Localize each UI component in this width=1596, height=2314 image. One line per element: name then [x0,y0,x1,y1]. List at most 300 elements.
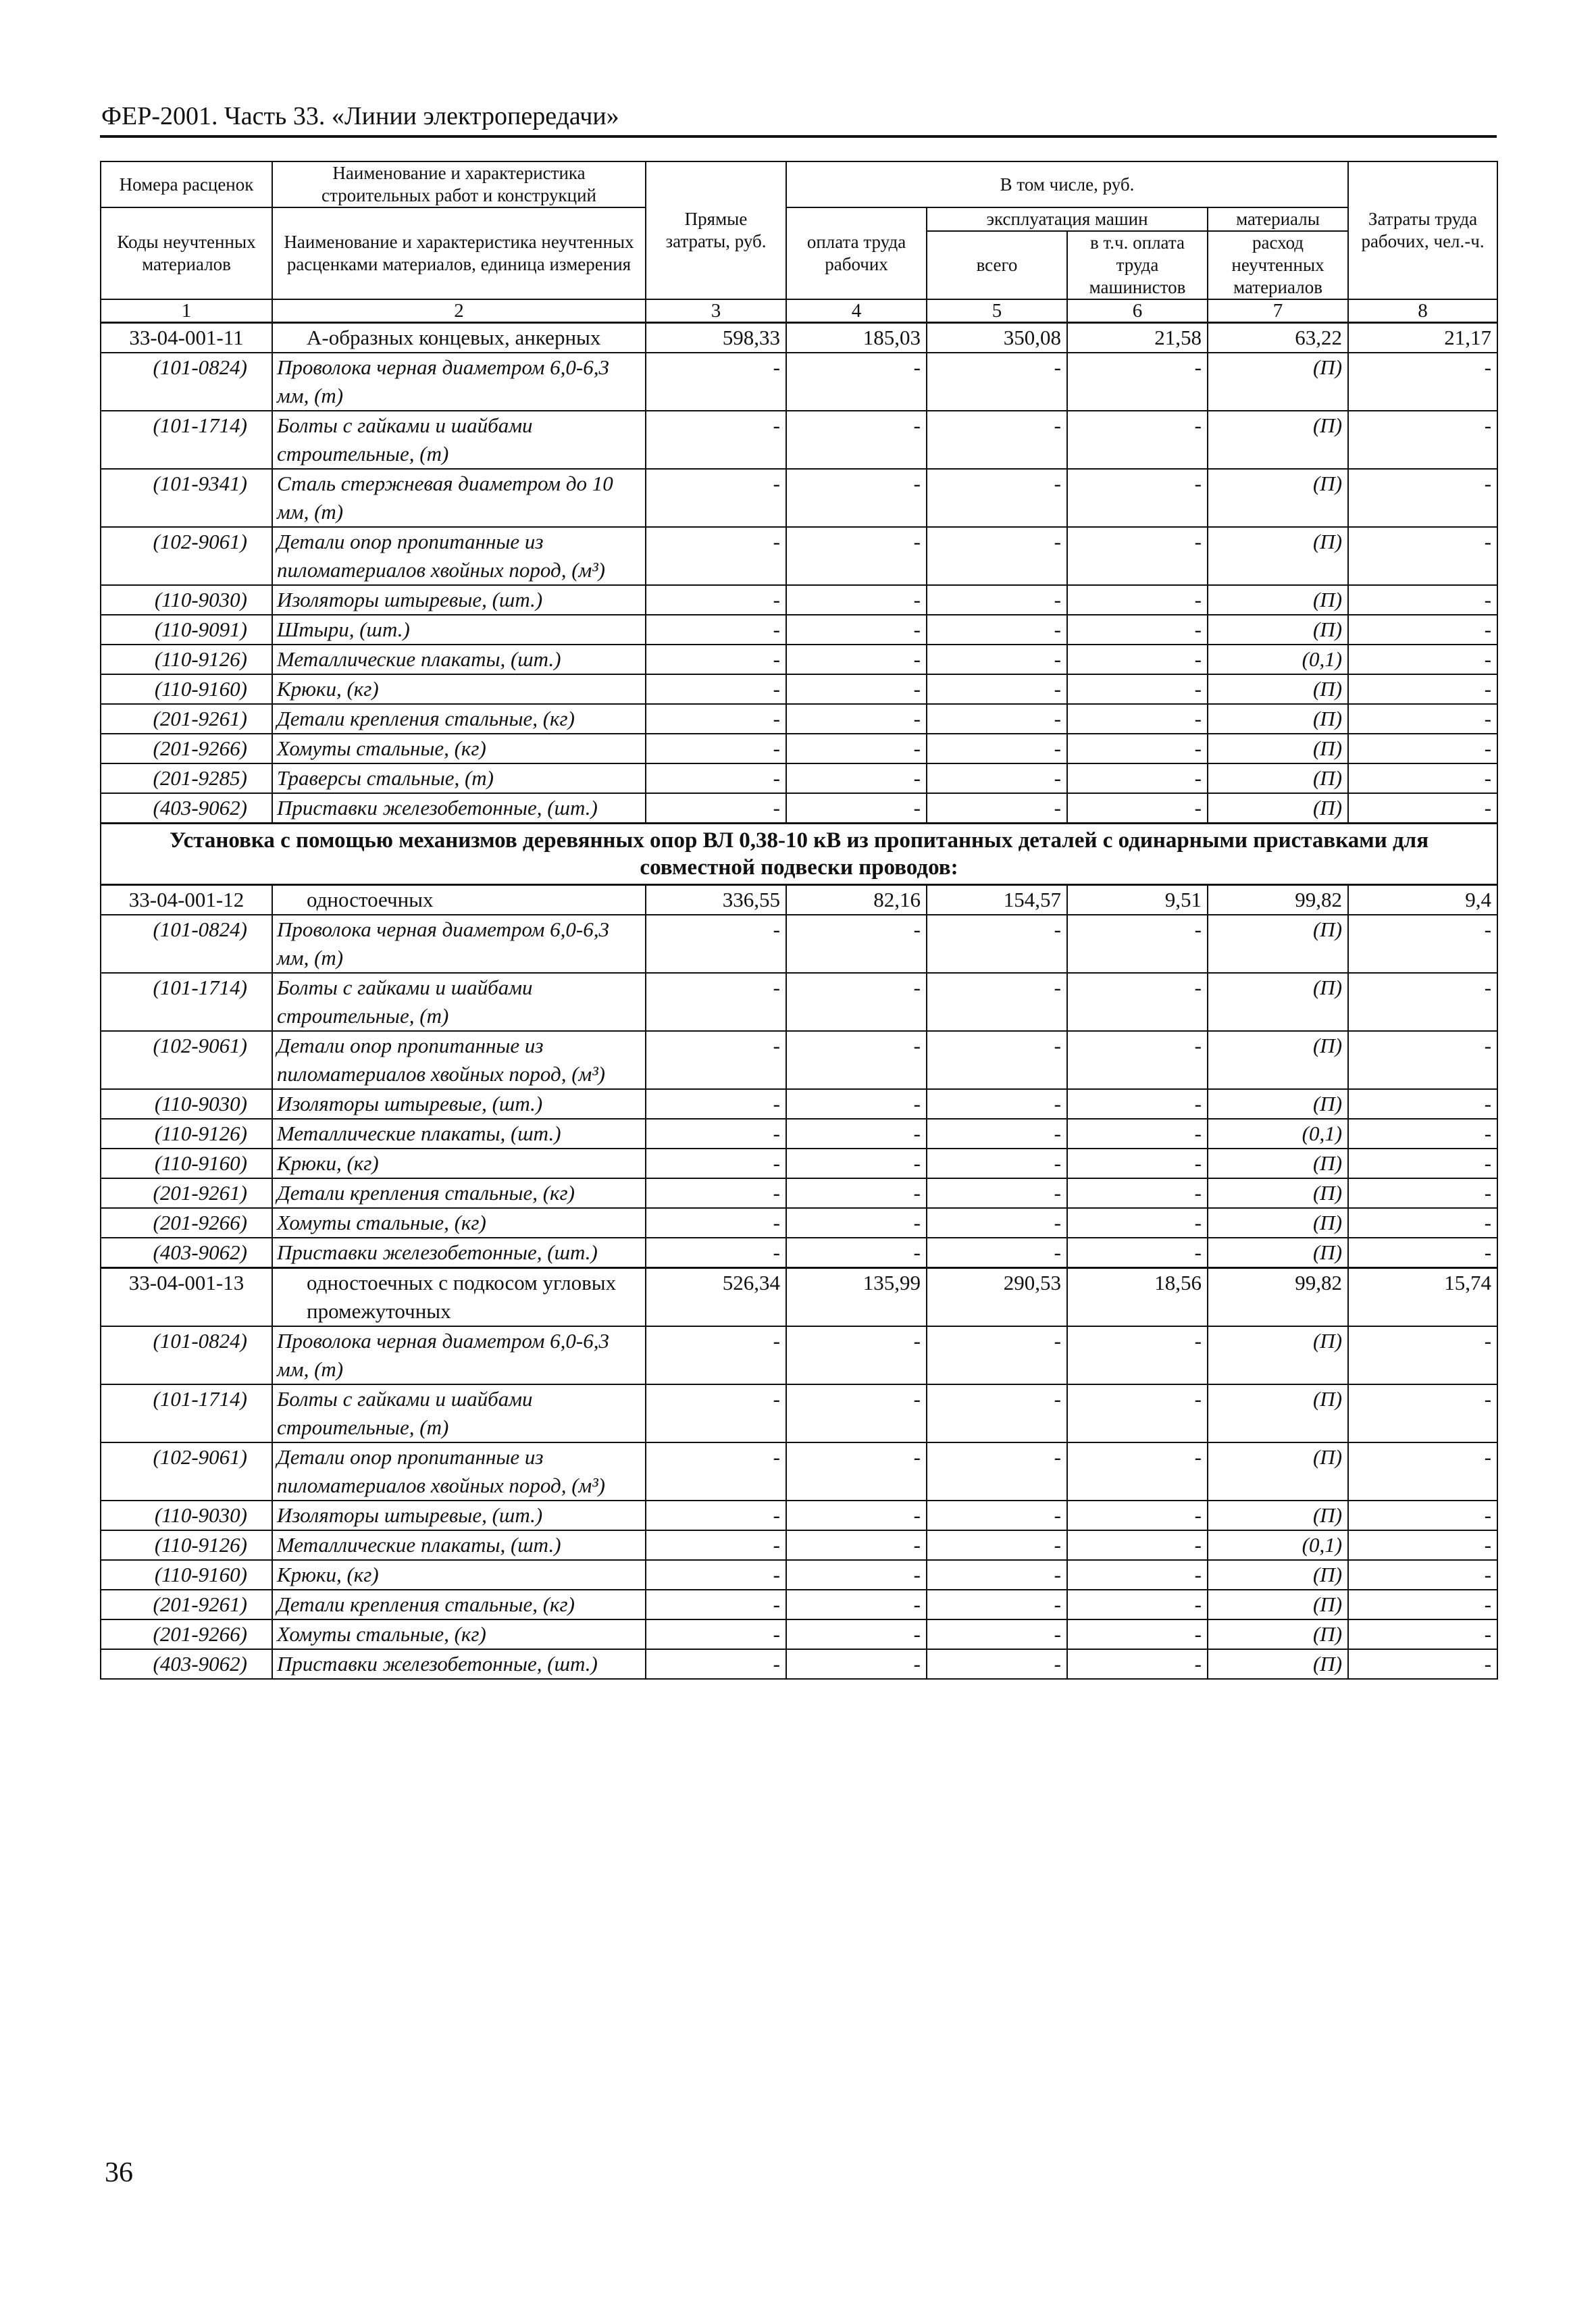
material-code: (110-9160) [101,1560,272,1590]
machines-total-dash: - [927,734,1067,763]
material-qty: (П) [1208,973,1348,1031]
material-code: (110-9126) [101,645,272,674]
rates-table [100,161,1498,1680]
material-row [101,527,1497,585]
material-row [101,1208,1497,1238]
machinist-pay: 21,58 [1067,323,1208,353]
worker-pay: 135,99 [786,1268,927,1327]
col-num: 4 [786,299,927,323]
machinist-pay-dash: - [1067,1384,1208,1442]
material-qty: (П) [1208,1501,1348,1530]
labor-hours-dash: - [1348,915,1497,973]
worker-pay-dash: - [786,1442,927,1501]
machines-total-dash: - [927,1590,1067,1619]
material-code: (101-9341) [101,469,272,527]
labor-hours-dash: - [1348,1530,1497,1560]
material-name: Крюки, (кг) [272,1149,646,1178]
material-qty: (П) [1208,1619,1348,1649]
rate-name: одностоечных с подкосом угловых промежуточных [272,1268,646,1327]
material-name: Металлические плакаты, (шт.) [272,645,646,674]
labor-hours-dash: - [1348,1619,1497,1649]
machinist-pay-dash: - [1067,585,1208,615]
machinist-pay-dash: - [1067,1649,1208,1679]
material-code: (101-1714) [101,973,272,1031]
worker-pay-dash: - [786,915,927,973]
machines-total-dash: - [927,1208,1067,1238]
th-machinist-pay: в т.ч. оплата труда машинистов [1067,231,1208,299]
material-qty: (П) [1208,1442,1348,1501]
material-qty: (П) [1208,1590,1348,1619]
machinist-pay-dash: - [1067,1326,1208,1384]
labor-hours-dash: - [1348,1384,1497,1442]
machinist-pay-dash: - [1067,1619,1208,1649]
direct-costs-dash: - [646,793,786,824]
material-code: (110-9030) [101,585,272,615]
th-labor-hours: Затраты труда рабочих, чел.-ч. [1348,161,1497,299]
th-worker-pay: оплата труда рабочих [786,207,927,299]
material-qty: (П) [1208,411,1348,469]
material-name: Траверсы стальные, (т) [272,763,646,793]
material-qty: (0,1) [1208,1119,1348,1149]
direct-costs-dash: - [646,1149,786,1178]
machines-total-dash: - [927,674,1067,704]
material-row [101,645,1497,674]
rate-name: одностоечных [272,885,646,915]
machines-total-dash: - [927,1089,1067,1119]
direct-costs-dash: - [646,1089,786,1119]
direct-costs-dash: - [646,1238,786,1268]
material-row [101,915,1497,973]
material-qty: (П) [1208,1208,1348,1238]
material-qty: (П) [1208,734,1348,763]
machinist-pay-dash: - [1067,763,1208,793]
material-code: (101-0824) [101,353,272,411]
rate-code: 33-04-001-13 [101,1268,272,1327]
worker-pay: 185,03 [786,323,927,353]
labor-hours-dash: - [1348,1442,1497,1501]
material-qty: (П) [1208,1238,1348,1268]
direct-costs-dash: - [646,585,786,615]
machines-total-dash: - [927,645,1067,674]
machinist-pay-dash: - [1067,793,1208,824]
labor-hours-dash: - [1348,1560,1497,1590]
machines-total-dash: - [927,793,1067,824]
machinist-pay-dash: - [1067,1590,1208,1619]
material-row [101,1530,1497,1560]
labor-hours-dash: - [1348,1501,1497,1530]
material-row [101,793,1497,824]
material-code: (101-1714) [101,1384,272,1442]
material-qty: (0,1) [1208,1530,1348,1560]
worker-pay-dash: - [786,469,927,527]
machines-total-dash: - [927,1619,1067,1649]
material-code: (403-9062) [101,1649,272,1679]
worker-pay-dash: - [786,973,927,1031]
th-material-consumption: расход неучтенных материалов [1208,231,1348,299]
worker-pay-dash: - [786,615,927,645]
machines-total-dash: - [927,585,1067,615]
material-row [101,1442,1497,1501]
direct-costs: 336,55 [646,885,786,915]
material-name: Болты с гайками и шайбами строительные, (т) [272,1384,646,1442]
direct-costs-dash: - [646,674,786,704]
col-num: 8 [1348,299,1497,323]
material-qty: (П) [1208,353,1348,411]
material-code: (101-1714) [101,411,272,469]
material-qty: (П) [1208,585,1348,615]
material-name: Хомуты стальные, (кг) [272,1208,646,1238]
material-qty: (П) [1208,1178,1348,1208]
machinist-pay-dash: - [1067,915,1208,973]
material-name: Металлические плакаты, (шт.) [272,1119,646,1149]
machines-total-dash: - [927,1560,1067,1590]
machines-total: 350,08 [927,323,1067,353]
material-name: Приставки железобетонные, (шт.) [272,793,646,824]
material-code: (201-9261) [101,1590,272,1619]
section-title-row [101,824,1497,885]
th-including-group: В том числе, руб. [786,161,1348,207]
labor-hours-dash: - [1348,1238,1497,1268]
material-row [101,1560,1497,1590]
material-code: (102-9061) [101,527,272,585]
labor-hours-dash: - [1348,973,1497,1031]
material-code: (110-9091) [101,615,272,645]
direct-costs-dash: - [646,1326,786,1384]
worker-pay-dash: - [786,585,927,615]
machinist-pay-dash: - [1067,704,1208,734]
material-name: Детали опор пропитанные из пиломатериалов хвойных пород, (м³) [272,527,646,585]
machinist-pay-dash: - [1067,353,1208,411]
rate-row [101,885,1497,915]
direct-costs-dash: - [646,1619,786,1649]
worker-pay-dash: - [786,1619,927,1649]
page-header: ФЕР-2001. Часть 33. «Линии электропередачи» [101,102,619,130]
worker-pay-dash: - [786,1649,927,1679]
material-qty: (П) [1208,704,1348,734]
material-code: (201-9261) [101,704,272,734]
material-qty: (П) [1208,1089,1348,1119]
material-code: (201-9261) [101,1178,272,1208]
material-qty: (П) [1208,1384,1348,1442]
machines-total: 290,53 [927,1268,1067,1327]
labor-hours-dash: - [1348,1208,1497,1238]
material-qty: (П) [1208,915,1348,973]
material-qty: (П) [1208,674,1348,704]
labor-hours-dash: - [1348,704,1497,734]
worker-pay-dash: - [786,1089,927,1119]
machines-total-dash: - [927,353,1067,411]
material-row [101,411,1497,469]
worker-pay-dash: - [786,1530,927,1560]
materials-cost: 99,82 [1208,1268,1348,1327]
machinist-pay-dash: - [1067,1149,1208,1178]
material-name: Металлические плакаты, (шт.) [272,1530,646,1560]
material-row [101,1089,1497,1119]
header-row-1 [101,161,1497,207]
worker-pay-dash: - [786,1238,927,1268]
worker-pay-dash: - [786,674,927,704]
machinist-pay-dash: - [1067,1089,1208,1119]
machinist-pay-dash: - [1067,615,1208,645]
th-materials: материалы [1208,207,1348,231]
table-body [101,161,1497,1679]
labor-hours-dash: - [1348,527,1497,585]
rate-code: 33-04-001-12 [101,885,272,915]
worker-pay: 82,16 [786,885,927,915]
labor-hours-dash: - [1348,1031,1497,1089]
worker-pay-dash: - [786,645,927,674]
machines-total-dash: - [927,1384,1067,1442]
material-code: (101-0824) [101,1326,272,1384]
material-code: (110-9126) [101,1119,272,1149]
material-qty: (П) [1208,763,1348,793]
material-code: (110-9160) [101,674,272,704]
direct-costs: 526,34 [646,1268,786,1327]
labor-hours-dash: - [1348,1178,1497,1208]
machines-total-dash: - [927,411,1067,469]
material-row [101,1119,1497,1149]
machinist-pay-dash: - [1067,1238,1208,1268]
worker-pay-dash: - [786,1501,927,1530]
labor-hours-dash: - [1348,411,1497,469]
material-row [101,674,1497,704]
labor-hours-dash: - [1348,585,1497,615]
direct-costs-dash: - [646,973,786,1031]
direct-costs-dash: - [646,1501,786,1530]
labor-hours-dash: - [1348,469,1497,527]
machinist-pay-dash: - [1067,674,1208,704]
material-code: (201-9266) [101,1208,272,1238]
machinist-pay-dash: - [1067,734,1208,763]
machines-total: 154,57 [927,885,1067,915]
direct-costs-dash: - [646,353,786,411]
th-material-codes: Коды неучтенных материалов [101,207,272,299]
labor-hours-dash: - [1348,1590,1497,1619]
material-row [101,734,1497,763]
labor-hours-dash: - [1348,1119,1497,1149]
machines-total-dash: - [927,1501,1067,1530]
direct-costs-dash: - [646,1208,786,1238]
machines-total-dash: - [927,1178,1067,1208]
material-name: Крюки, (кг) [272,674,646,704]
labor-hours-dash: - [1348,615,1497,645]
labor-hours-dash: - [1348,1649,1497,1679]
material-code: (101-0824) [101,915,272,973]
material-code: (110-9030) [101,1501,272,1530]
material-name: Болты с гайками и шайбами строительные, (т) [272,411,646,469]
machinist-pay: 18,56 [1067,1268,1208,1327]
machinist-pay-dash: - [1067,1560,1208,1590]
worker-pay-dash: - [786,1590,927,1619]
labor-hours-dash: - [1348,645,1497,674]
worker-pay-dash: - [786,704,927,734]
material-qty: (П) [1208,1149,1348,1178]
machinist-pay-dash: - [1067,1031,1208,1089]
col-num: 7 [1208,299,1348,323]
material-code: (201-9266) [101,734,272,763]
worker-pay-dash: - [786,763,927,793]
materials-cost: 63,22 [1208,323,1348,353]
page-number: 36 [105,2157,133,2188]
material-row [101,1149,1497,1178]
labor-hours-dash: - [1348,674,1497,704]
machinist-pay-dash: - [1067,1178,1208,1208]
labor-hours-dash: - [1348,793,1497,824]
machines-total-dash: - [927,469,1067,527]
header-row-2 [101,207,1497,231]
worker-pay-dash: - [786,1326,927,1384]
worker-pay-dash: - [786,1208,927,1238]
rate-row [101,1268,1497,1327]
direct-costs-dash: - [646,645,786,674]
direct-costs-dash: - [646,763,786,793]
direct-costs-dash: - [646,734,786,763]
section-title: Установка с помощью механизмов деревянных опор ВЛ 0,38-10 кВ из пропитанных деталей с одинарными приставками для совместной подвески проводов: [101,824,1497,885]
direct-costs-dash: - [646,527,786,585]
labor-hours-dash: - [1348,1089,1497,1119]
worker-pay-dash: - [786,1178,927,1208]
machines-total-dash: - [927,915,1067,973]
worker-pay-dash: - [786,1560,927,1590]
col-num: 1 [101,299,272,323]
material-row [101,1501,1497,1530]
material-code: (110-9030) [101,1089,272,1119]
worker-pay-dash: - [786,1149,927,1178]
rate-name: А-образных концевых, анкерных [272,323,646,353]
material-qty: (П) [1208,793,1348,824]
machines-total-dash: - [927,704,1067,734]
machinist-pay-dash: - [1067,1208,1208,1238]
material-qty: (П) [1208,1031,1348,1089]
material-name: Детали крепления стальные, (кг) [272,1590,646,1619]
rate-row [101,323,1497,353]
material-row [101,353,1497,411]
machinist-pay-dash: - [1067,645,1208,674]
col-num: 3 [646,299,786,323]
material-name: Детали опор пропитанные из пиломатериалов хвойных пород, (м³) [272,1442,646,1501]
material-code: (110-9160) [101,1149,272,1178]
machinist-pay-dash: - [1067,527,1208,585]
machines-total-dash: - [927,1119,1067,1149]
material-name: Детали опор пропитанные из пиломатериалов хвойных пород, (м³) [272,1031,646,1089]
labor-hours: 9,4 [1348,885,1497,915]
header-rule [100,135,1497,138]
machines-total-dash: - [927,973,1067,1031]
machines-total-dash: - [927,1442,1067,1501]
material-qty: (П) [1208,469,1348,527]
th-work-name: Наименование и характеристика строительных работ и конструкций [272,161,646,207]
direct-costs-dash: - [646,1530,786,1560]
machinist-pay-dash: - [1067,973,1208,1031]
material-name: Сталь стержневая диаметром до 10 мм, (т) [272,469,646,527]
material-row [101,1238,1497,1268]
th-machines-total: всего [927,231,1067,299]
material-code: (403-9062) [101,1238,272,1268]
direct-costs-dash: - [646,615,786,645]
material-name: Крюки, (кг) [272,1560,646,1590]
direct-costs-dash: - [646,1031,786,1089]
labor-hours-dash: - [1348,763,1497,793]
direct-costs-dash: - [646,1384,786,1442]
material-name: Штыри, (шт.) [272,615,646,645]
material-row [101,763,1497,793]
material-name: Проволока черная диаметром 6,0-6,3 мм, (т) [272,353,646,411]
material-row [101,585,1497,615]
worker-pay-dash: - [786,527,927,585]
machines-total-dash: - [927,1530,1067,1560]
material-row [101,469,1497,527]
machinist-pay-dash: - [1067,469,1208,527]
material-row [101,1031,1497,1089]
machines-total-dash: - [927,1238,1067,1268]
machinist-pay-dash: - [1067,1501,1208,1530]
material-row [101,1590,1497,1619]
machines-total-dash: - [927,1031,1067,1089]
direct-costs-dash: - [646,1649,786,1679]
material-name: Изоляторы штыревые, (шт.) [272,1089,646,1119]
worker-pay-dash: - [786,1384,927,1442]
material-qty: (П) [1208,1649,1348,1679]
worker-pay-dash: - [786,353,927,411]
material-row [101,1384,1497,1442]
material-name: Проволока черная диаметром 6,0-6,3 мм, (т) [272,1326,646,1384]
material-code: (102-9061) [101,1442,272,1501]
labor-hours-dash: - [1348,1149,1497,1178]
material-name: Хомуты стальные, (кг) [272,1619,646,1649]
column-numbers-row [101,299,1497,323]
material-qty: (П) [1208,527,1348,585]
direct-costs-dash: - [646,704,786,734]
labor-hours: 15,74 [1348,1268,1497,1327]
machines-total-dash: - [927,1326,1067,1384]
worker-pay-dash: - [786,734,927,763]
material-code: (110-9126) [101,1530,272,1560]
col-num: 6 [1067,299,1208,323]
labor-hours-dash: - [1348,353,1497,411]
labor-hours-dash: - [1348,734,1497,763]
direct-costs-dash: - [646,1119,786,1149]
material-row [101,704,1497,734]
material-code: (201-9266) [101,1619,272,1649]
material-code: (403-9062) [101,793,272,824]
col-num: 5 [927,299,1067,323]
direct-costs-dash: - [646,1442,786,1501]
worker-pay-dash: - [786,411,927,469]
material-name: Детали крепления стальные, (кг) [272,704,646,734]
th-direct-costs: Прямые затраты, руб. [646,161,786,299]
direct-costs-dash: - [646,469,786,527]
worker-pay-dash: - [786,1031,927,1089]
machinist-pay-dash: - [1067,1530,1208,1560]
material-name: Изоляторы штыревые, (шт.) [272,585,646,615]
machines-total-dash: - [927,527,1067,585]
material-row [101,1619,1497,1649]
rate-code: 33-04-001-11 [101,323,272,353]
col-num: 2 [272,299,646,323]
material-qty: (0,1) [1208,645,1348,674]
material-name: Проволока черная диаметром 6,0-6,3 мм, (т) [272,915,646,973]
material-name: Изоляторы штыревые, (шт.) [272,1501,646,1530]
machinist-pay-dash: - [1067,411,1208,469]
material-code: (102-9061) [101,1031,272,1089]
material-qty: (П) [1208,1560,1348,1590]
direct-costs-dash: - [646,1590,786,1619]
direct-costs-dash: - [646,411,786,469]
material-row [101,615,1497,645]
machinist-pay-dash: - [1067,1442,1208,1501]
material-qty: (П) [1208,615,1348,645]
labor-hours-dash: - [1348,1326,1497,1384]
